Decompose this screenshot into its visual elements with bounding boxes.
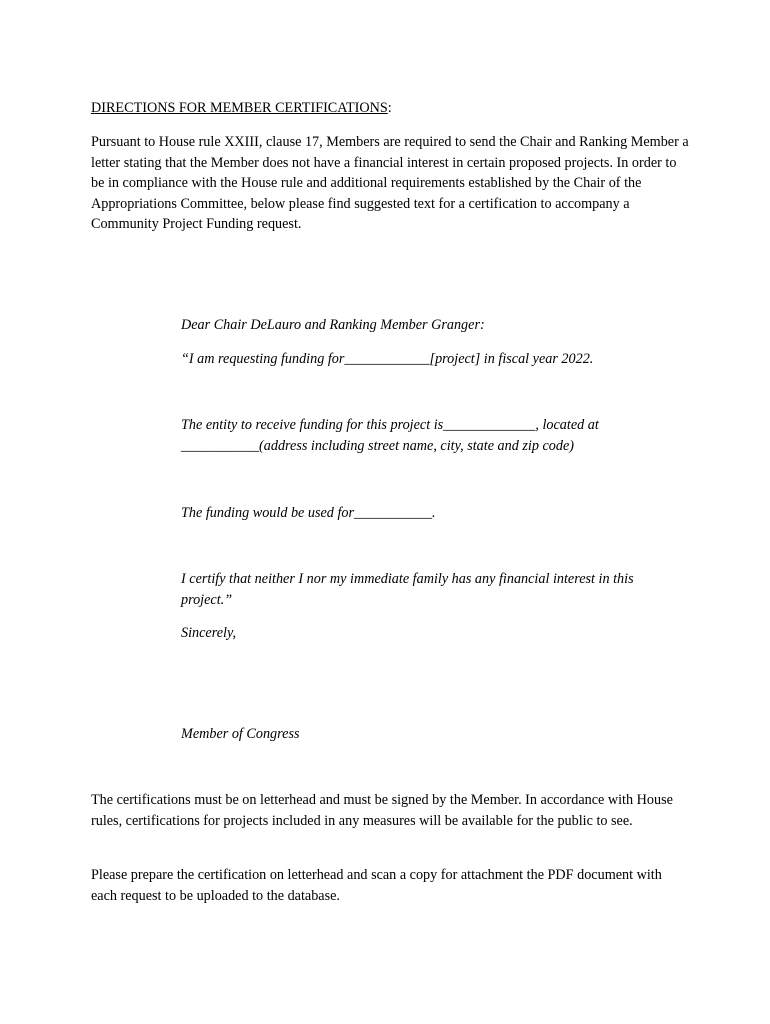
letter-entity-block <box>181 415 681 456</box>
letter-certification-line: I certify that neither I nor my immediate family has any financial interest in this <box>181 571 634 587</box>
letter-funding-request-line: “I am requesting funding for____________[project] in fiscal year 2022. <box>181 351 594 367</box>
letter-certification-block <box>181 569 681 610</box>
letter-salutation: Dear Chair DeLauro and Ranking Member Granger: <box>181 317 485 333</box>
upload-instructions-paragraph: Please prepare the certification on letterhead and scan a copy for attachment the PDF document with each request to be uploaded to the database. <box>91 867 662 904</box>
letterhead-requirement-paragraph: The certifications must be on letterhead and must be signed by the Member. In accordance with House rules, certifications for projects included in any measures will be available for the public to see. <box>91 792 673 829</box>
letter-address-line: ___________(address including street name, city, state and zip code) <box>181 437 574 454</box>
letter-signature: Member of Congress <box>181 726 300 742</box>
intro-paragraph: Pursuant to House rule XXIII, clause 17, Members are required to send the Chair and Ranking Member a letter stating that the Member does not have a financial interest in certain proposed projects. In order to be in compliance with the House rule and additional requirements established by the Chair of the Appropriations Committee, below please find suggested text for a certification to accompany a Community Project Funding request. <box>91 134 689 233</box>
letter-entity-line: The entity to receive funding for this project is_____________, located at <box>181 417 599 433</box>
heading-text: DIRECTIONS FOR MEMBER CERTIFICATIONS <box>91 100 388 116</box>
heading-colon: : <box>387 100 392 116</box>
letter-funding-use-line: The funding would be used for___________. <box>181 505 436 521</box>
letter-closing: Sincerely, <box>181 625 237 641</box>
document-heading <box>91 98 691 119</box>
letter-certification-line-end: project.” <box>181 591 233 608</box>
